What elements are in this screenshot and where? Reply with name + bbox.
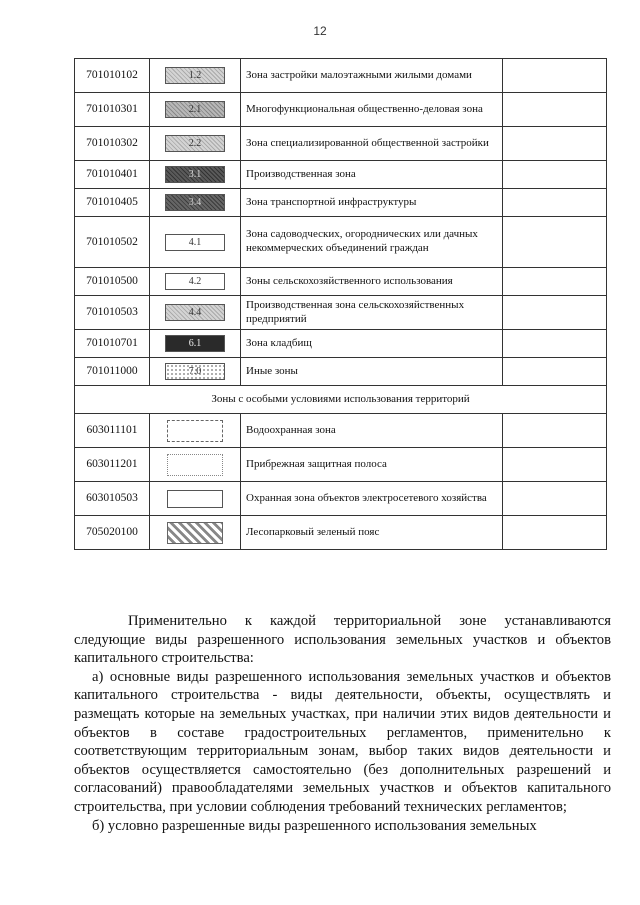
- forest-park-green-belt-symbol: [167, 522, 223, 544]
- zone-symbol-swatch: 4.4: [165, 304, 225, 321]
- zone-name: Зона кладбищ: [241, 330, 503, 358]
- zone-name: Зона транспортной инфраструктуры: [241, 189, 503, 217]
- table-row: [75, 296, 607, 330]
- zone-name: Зона специализированной общественной застройки: [241, 127, 503, 161]
- zone-name: Зона садоводческих, огороднических или дачных некоммерческих объединений граждан: [241, 217, 503, 268]
- table-row: [75, 414, 607, 448]
- zone-name: Водоохранная зона: [241, 414, 503, 448]
- coastal-protection-strip-symbol: [167, 454, 223, 476]
- table-row: [75, 516, 607, 550]
- zone-name: Лесопарковый зеленый пояс: [241, 516, 503, 550]
- zone-code: 701010503: [75, 296, 150, 330]
- table-row: [75, 268, 607, 296]
- zone-code: 603010503: [75, 482, 150, 516]
- zone-code: 701010500: [75, 268, 150, 296]
- table-row: [75, 59, 607, 93]
- zone-name: Зоны сельскохозяйственного использования: [241, 268, 503, 296]
- zone-symbol-swatch: 6.1: [165, 335, 225, 352]
- zone-symbol-swatch: 2.1: [165, 101, 225, 118]
- table-row: [75, 358, 607, 386]
- zone-code: 705020100: [75, 516, 150, 550]
- body-text: [74, 612, 611, 835]
- zone-code: 701010401: [75, 161, 150, 189]
- table-row: [75, 330, 607, 358]
- zone-symbol-swatch: 4.2: [165, 273, 225, 290]
- zone-symbol-swatch: 2.2: [165, 135, 225, 152]
- zone-symbol-swatch: 1.2: [165, 67, 225, 84]
- table-row: [75, 161, 607, 189]
- page-number: 12: [313, 24, 327, 38]
- zone-name: Иные зоны: [241, 358, 503, 386]
- table-row: [75, 482, 607, 516]
- zone-code: 701010502: [75, 217, 150, 268]
- zone-code: 701010302: [75, 127, 150, 161]
- paragraph-intro: Применительно к каждой территориальной зоне устанавливаются следующие виды разрешенного использования земельных участков и объектов капитального строительства:: [74, 613, 611, 667]
- zone-code: 701010301: [75, 93, 150, 127]
- zone-code: 603011201: [75, 448, 150, 482]
- zone-symbol-swatch: 3.4: [165, 194, 225, 211]
- zone-name: Многофункциональная общественно-деловая зона: [241, 93, 503, 127]
- power-grid-protection-zone-symbol: [167, 490, 223, 508]
- zone-code: 701010405: [75, 189, 150, 217]
- table-row: [75, 448, 607, 482]
- zone-name: Охранная зона объектов электросетевого хозяйства: [241, 482, 503, 516]
- zone-symbol-swatch: 7.0: [165, 363, 225, 380]
- zone-code: 701010102: [75, 59, 150, 93]
- paragraph-conditional-uses: б) условно разрешенные виды разрешенного использования земельных: [92, 817, 537, 834]
- zone-symbol-swatch: 4.1: [165, 234, 225, 251]
- zones-legend-table: [74, 58, 607, 550]
- table-row: [75, 127, 607, 161]
- zone-name: Зона застройки малоэтажными жилыми домами: [241, 59, 503, 93]
- zone-code: 603011101: [75, 414, 150, 448]
- zone-symbol-swatch: 3.1: [165, 166, 225, 183]
- zone-name: Производственная зона сельскохозяйственных предприятий: [241, 296, 503, 330]
- zone-code: 701010701: [75, 330, 150, 358]
- zone-name: Производственная зона: [241, 161, 503, 189]
- zone-code: 701011000: [75, 358, 150, 386]
- table-subheader-row: [75, 386, 607, 414]
- table-row: [75, 189, 607, 217]
- water-protection-zone-symbol: [167, 420, 223, 442]
- table-row: [75, 217, 607, 268]
- zone-name: Прибрежная защитная полоса: [241, 448, 503, 482]
- paragraph-main-uses: а) основные виды разрешенного использования земельных участков и объектов капитального строительства - виды деятельности, объекты, осуществлять и размещать которые на земельных участках, при наличии этих видов деятельности и объектов в составе градостроительных регламентов, применительно к соответствующим территориальным зонам, выбор таких видов деятельности и объектов осуществляется самостоятельно (без дополнительных разрешений и согласований) правообладателями земельных участков и объектов капитального строительства, при условии соблюдения требований технических регламентов;: [74, 668, 611, 815]
- table-row: [75, 93, 607, 127]
- special-zones-subheader: Зоны с особыми условиями использования территорий: [75, 386, 607, 414]
